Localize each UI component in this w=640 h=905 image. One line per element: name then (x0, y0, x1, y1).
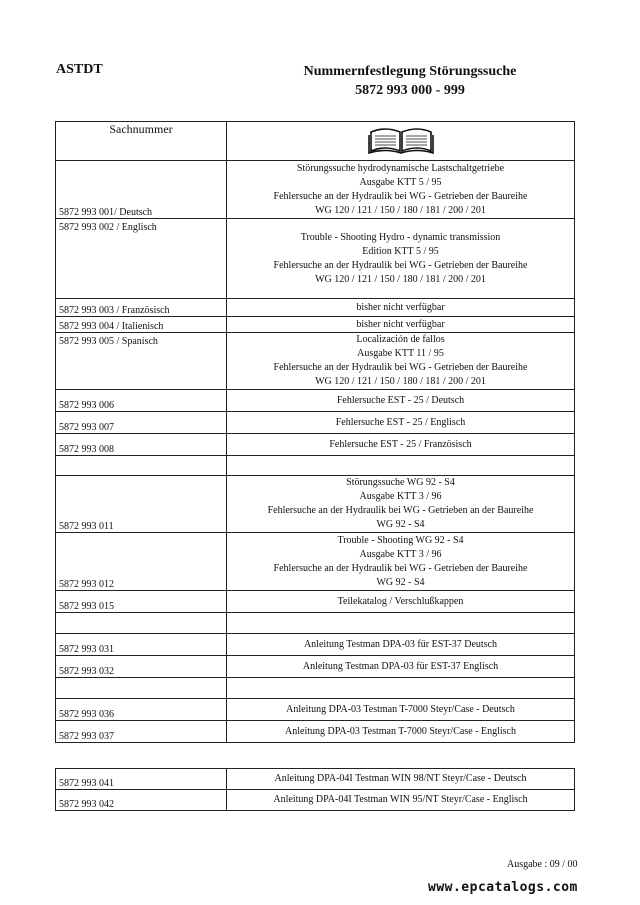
table-row (56, 591, 575, 613)
description-cell (227, 721, 575, 743)
part-number-cell (56, 613, 227, 634)
part-number-cell: 5872 993 003 / Französisch (56, 299, 227, 317)
table-row (56, 412, 575, 434)
part-number-cell: 5872 993 036 (56, 699, 227, 721)
description-line: WG 120 / 121 / 150 / 180 / 181 / 200 / 201 (315, 376, 486, 387)
description-line: Localización de fallos (356, 334, 445, 345)
description-cell (227, 161, 575, 219)
description-line: Trouble - Shooting Hydro - dynamic transmission (300, 231, 501, 243)
description-line: Störungssuche hydrodynamische Lastschaltgetriebe (296, 162, 505, 174)
description-line: Ausgabe KTT 3 / 96 (359, 491, 442, 502)
part-number-cell: 5872 993 008 (56, 434, 227, 456)
description-cell (227, 390, 575, 412)
description-cell (227, 434, 575, 456)
description-cell (227, 333, 575, 390)
description-line: Teilekatalog / Verschlußkappen (337, 595, 464, 607)
parts-table (55, 121, 575, 743)
col-header-sachnummer: Sachnummer (56, 122, 227, 161)
description-cell (227, 456, 575, 476)
table-row (56, 434, 575, 456)
description-cell (227, 219, 575, 299)
description-cell (227, 591, 575, 613)
table-row (56, 456, 575, 476)
part-number-cell: 5872 993 031 (56, 634, 227, 656)
description-line: Ausgabe KTT 11 / 95 (357, 348, 444, 359)
description-line: Fehlersuche an der Hydraulik bei WG - Getrieben der Baureihe (273, 562, 528, 574)
table-row (56, 699, 575, 721)
description-line: Fehlersuche an der Hydraulik bei WG - Getrieben an der Baureihe (267, 505, 534, 516)
part-number-cell: 5872 993 001/ Deutsch (56, 161, 227, 219)
table-row (56, 299, 575, 317)
description-line: Anleitung DPA-03 Testman T-7000 Steyr/Case - Deutsch (286, 703, 515, 715)
description-cell (227, 299, 575, 317)
edition-label: Ausgabe : 09 / 00 (507, 859, 578, 870)
description-line: Fehlersuche EST - 25 / Französisch (329, 438, 472, 450)
description-line: WG 92 - S4 (376, 576, 425, 588)
description-line: Fehlersuche EST - 25 / Englisch (335, 416, 466, 428)
table-row (56, 769, 575, 790)
table-row (56, 333, 575, 390)
col-header-book (227, 122, 575, 161)
title-line-1: Nummernfestlegung Störungssuche (303, 64, 517, 79)
part-number-cell: 5872 993 012 (56, 533, 227, 591)
description-cell (227, 533, 575, 591)
description-line: WG 120 / 121 / 150 / 180 / 181 / 200 / 201 (315, 273, 486, 285)
part-number-cell: 5872 993 015 (56, 591, 227, 613)
description-line: Fehlersuche an der Hydraulik bei WG - Getrieben der Baureihe (273, 259, 528, 271)
table-header-row (56, 122, 575, 161)
brand-label: ASTDT (56, 62, 103, 77)
table-row (56, 721, 575, 743)
description-cell (227, 613, 575, 634)
part-number-cell: 5872 993 037 (56, 721, 227, 743)
part-number-cell: 5872 993 011 (56, 476, 227, 533)
table-row (56, 219, 575, 299)
part-number-cell: 5872 993 007 (56, 412, 227, 434)
description-cell (227, 699, 575, 721)
description-line: bisher nicht verfügbar (356, 318, 445, 330)
description-line: Anleitung Testman DPA-03 für EST-37 Deutsch (303, 638, 498, 650)
description-line: WG 120 / 121 / 150 / 180 / 181 / 200 / 201 (315, 204, 486, 216)
description-line: WG 92 - S4 (376, 519, 425, 530)
description-line: Ausgabe KTT 5 / 95 (359, 176, 442, 188)
part-number-cell: 5872 993 041 (56, 769, 227, 790)
watermark: www.epcatalogs.com (428, 880, 578, 895)
description-cell (227, 317, 575, 333)
title-line-2: 5872 993 000 - 999 (355, 83, 465, 98)
description-cell: Anleitung DPA-04I Testman WIN 98/NT Steyr/Case - Deutsch (227, 769, 575, 790)
page-title (250, 62, 570, 100)
description-line: Edition KTT 5 / 95 (362, 245, 439, 257)
description-line: Anleitung DPA-03 Testman T-7000 Steyr/Case - Englisch (285, 725, 516, 737)
description-cell: Anleitung DPA-04I Testman WIN 95/NT Steyr/Case - Englisch (227, 790, 575, 811)
description-line: Anleitung Testman DPA-03 für EST-37 Englisch (302, 660, 499, 672)
part-number-cell: 5872 993 006 (56, 390, 227, 412)
table-row (56, 613, 575, 634)
description-cell (227, 634, 575, 656)
description-line: Fehlersuche EST - 25 / Deutsch (336, 394, 465, 406)
description-line: Fehlersuche an der Hydraulik bei WG - Getrieben der Baureihe (273, 190, 528, 202)
table-row (56, 161, 575, 219)
part-number-cell: 5872 993 004 / Italienisch (56, 317, 227, 333)
parts-table-2 (55, 768, 575, 811)
description-cell (227, 678, 575, 699)
part-number-cell: 5872 993 002 / Englisch (56, 219, 227, 299)
description-line: Fehlersuche an der Hydraulik bei WG - Getrieben der Baureihe (273, 362, 528, 373)
description-line: bisher nicht verfügbar (356, 301, 445, 313)
description-cell (227, 412, 575, 434)
table-row (56, 678, 575, 699)
description-cell (227, 476, 575, 533)
table-row (56, 533, 575, 591)
description-line: Ausgabe KTT 3 / 96 (359, 548, 442, 560)
description-line: Trouble - Shooting WG 92 - S4 (337, 534, 464, 546)
table-row (56, 656, 575, 678)
part-number-cell (56, 678, 227, 699)
table-row (56, 476, 575, 533)
table-row (56, 390, 575, 412)
table-row (56, 317, 575, 333)
part-number-cell: 5872 993 005 / Spanisch (56, 333, 227, 390)
table-row (56, 634, 575, 656)
part-number-cell: 5872 993 032 (56, 656, 227, 678)
open-book-icon (367, 126, 435, 154)
part-number-cell (56, 456, 227, 476)
description-line: Störungssuche WG 92 - S4 (346, 477, 455, 488)
part-number-cell: 5872 993 042 (56, 790, 227, 811)
description-cell (227, 656, 575, 678)
table-row (56, 790, 575, 811)
